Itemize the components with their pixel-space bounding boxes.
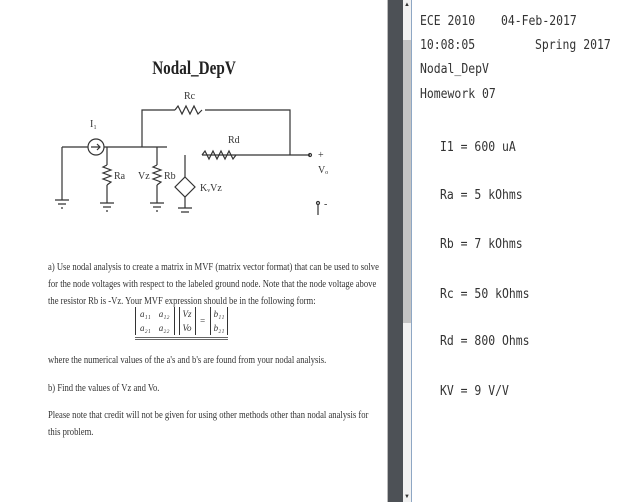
text-line: a) Use nodal analysis to create a matrix in MVF (matrix vector format) that can be used to solve: [48, 262, 379, 273]
wire: [62, 110, 318, 215]
page-title: Nodal_DepV: [152, 58, 236, 79]
output-panel: [413, 0, 638, 502]
equals: =: [199, 316, 206, 326]
resistor-rd: [202, 151, 236, 159]
a21: a₂₁: [140, 323, 151, 333]
circuit-diagram: [60, 85, 329, 215]
text-line: Please note that credit will not be given for using other methods other than nodal analysis for: [48, 410, 369, 421]
term: Spring 2017: [535, 38, 611, 53]
param-kv: KV = 9 V/V: [440, 384, 509, 399]
label-ra: Ra: [114, 171, 126, 182]
a11: a₁₁: [140, 309, 151, 319]
param-ra: Ra = 5 kOhms: [440, 188, 523, 203]
b11: b₁₁: [213, 309, 225, 319]
text-line: the resistor Rb is -Vz. Your MVF expression should be in the following form:: [48, 296, 316, 307]
paragraph-a: [48, 259, 379, 310]
param-rb: Rb = 7 kOhms: [440, 237, 523, 252]
text-line: for the node voltages with respect to the labeled ground node. Note that the node voltage above: [48, 279, 377, 290]
paragraph-where: where the numerical values of the a's and b's are found from your nodal analysis.: [48, 355, 327, 366]
homework: Homework 07: [420, 87, 496, 102]
resistor-rb: [153, 165, 161, 185]
date: 04-Feb-2017: [501, 14, 577, 29]
paragraph-note: [48, 407, 368, 441]
label-vz: Vz: [138, 171, 150, 182]
label-rc: Rc: [184, 91, 196, 102]
time: 10:08:05: [420, 38, 476, 53]
param-rc: Rc = 50 kOhms: [440, 287, 530, 302]
label-rb: Rb: [164, 171, 176, 182]
label-kvvz: KᵥVz: [200, 183, 222, 194]
label-minus: -: [324, 199, 328, 210]
label-vo: Vₒ: [318, 165, 329, 176]
text-line: this problem.: [48, 427, 94, 438]
scrollbar-thumb[interactable]: [403, 40, 411, 323]
scroll-up-icon[interactable]: ▲: [404, 2, 410, 8]
a22: a₂₂: [158, 323, 170, 333]
param-rd: Rd = 800 Ohms: [440, 334, 530, 349]
label-rd: Rd: [228, 135, 240, 146]
paragraph-b: b) Find the values of Vz and Vo.: [48, 383, 160, 394]
ground-icons: [55, 200, 192, 212]
vo: Vo: [182, 323, 192, 333]
matrix-equation: [135, 307, 228, 340]
splitter[interactable]: [388, 0, 403, 502]
b21: b₂₁: [213, 323, 225, 333]
resistor-rc: [175, 106, 202, 114]
resistor-ra: [103, 165, 111, 185]
a12: a₁₂: [158, 309, 170, 319]
scroll-down-icon[interactable]: ▼: [404, 494, 410, 500]
scrollbar[interactable]: [403, 0, 412, 502]
dependent-source: [175, 177, 195, 197]
label-i1: I₁: [90, 119, 97, 130]
label-plus: +: [318, 150, 324, 161]
vz: Vz: [182, 309, 192, 319]
course: ECE 2010: [420, 14, 476, 29]
param-i1: I1 = 600 uA: [440, 140, 516, 155]
problem-name: Nodal_DepV: [420, 62, 489, 77]
